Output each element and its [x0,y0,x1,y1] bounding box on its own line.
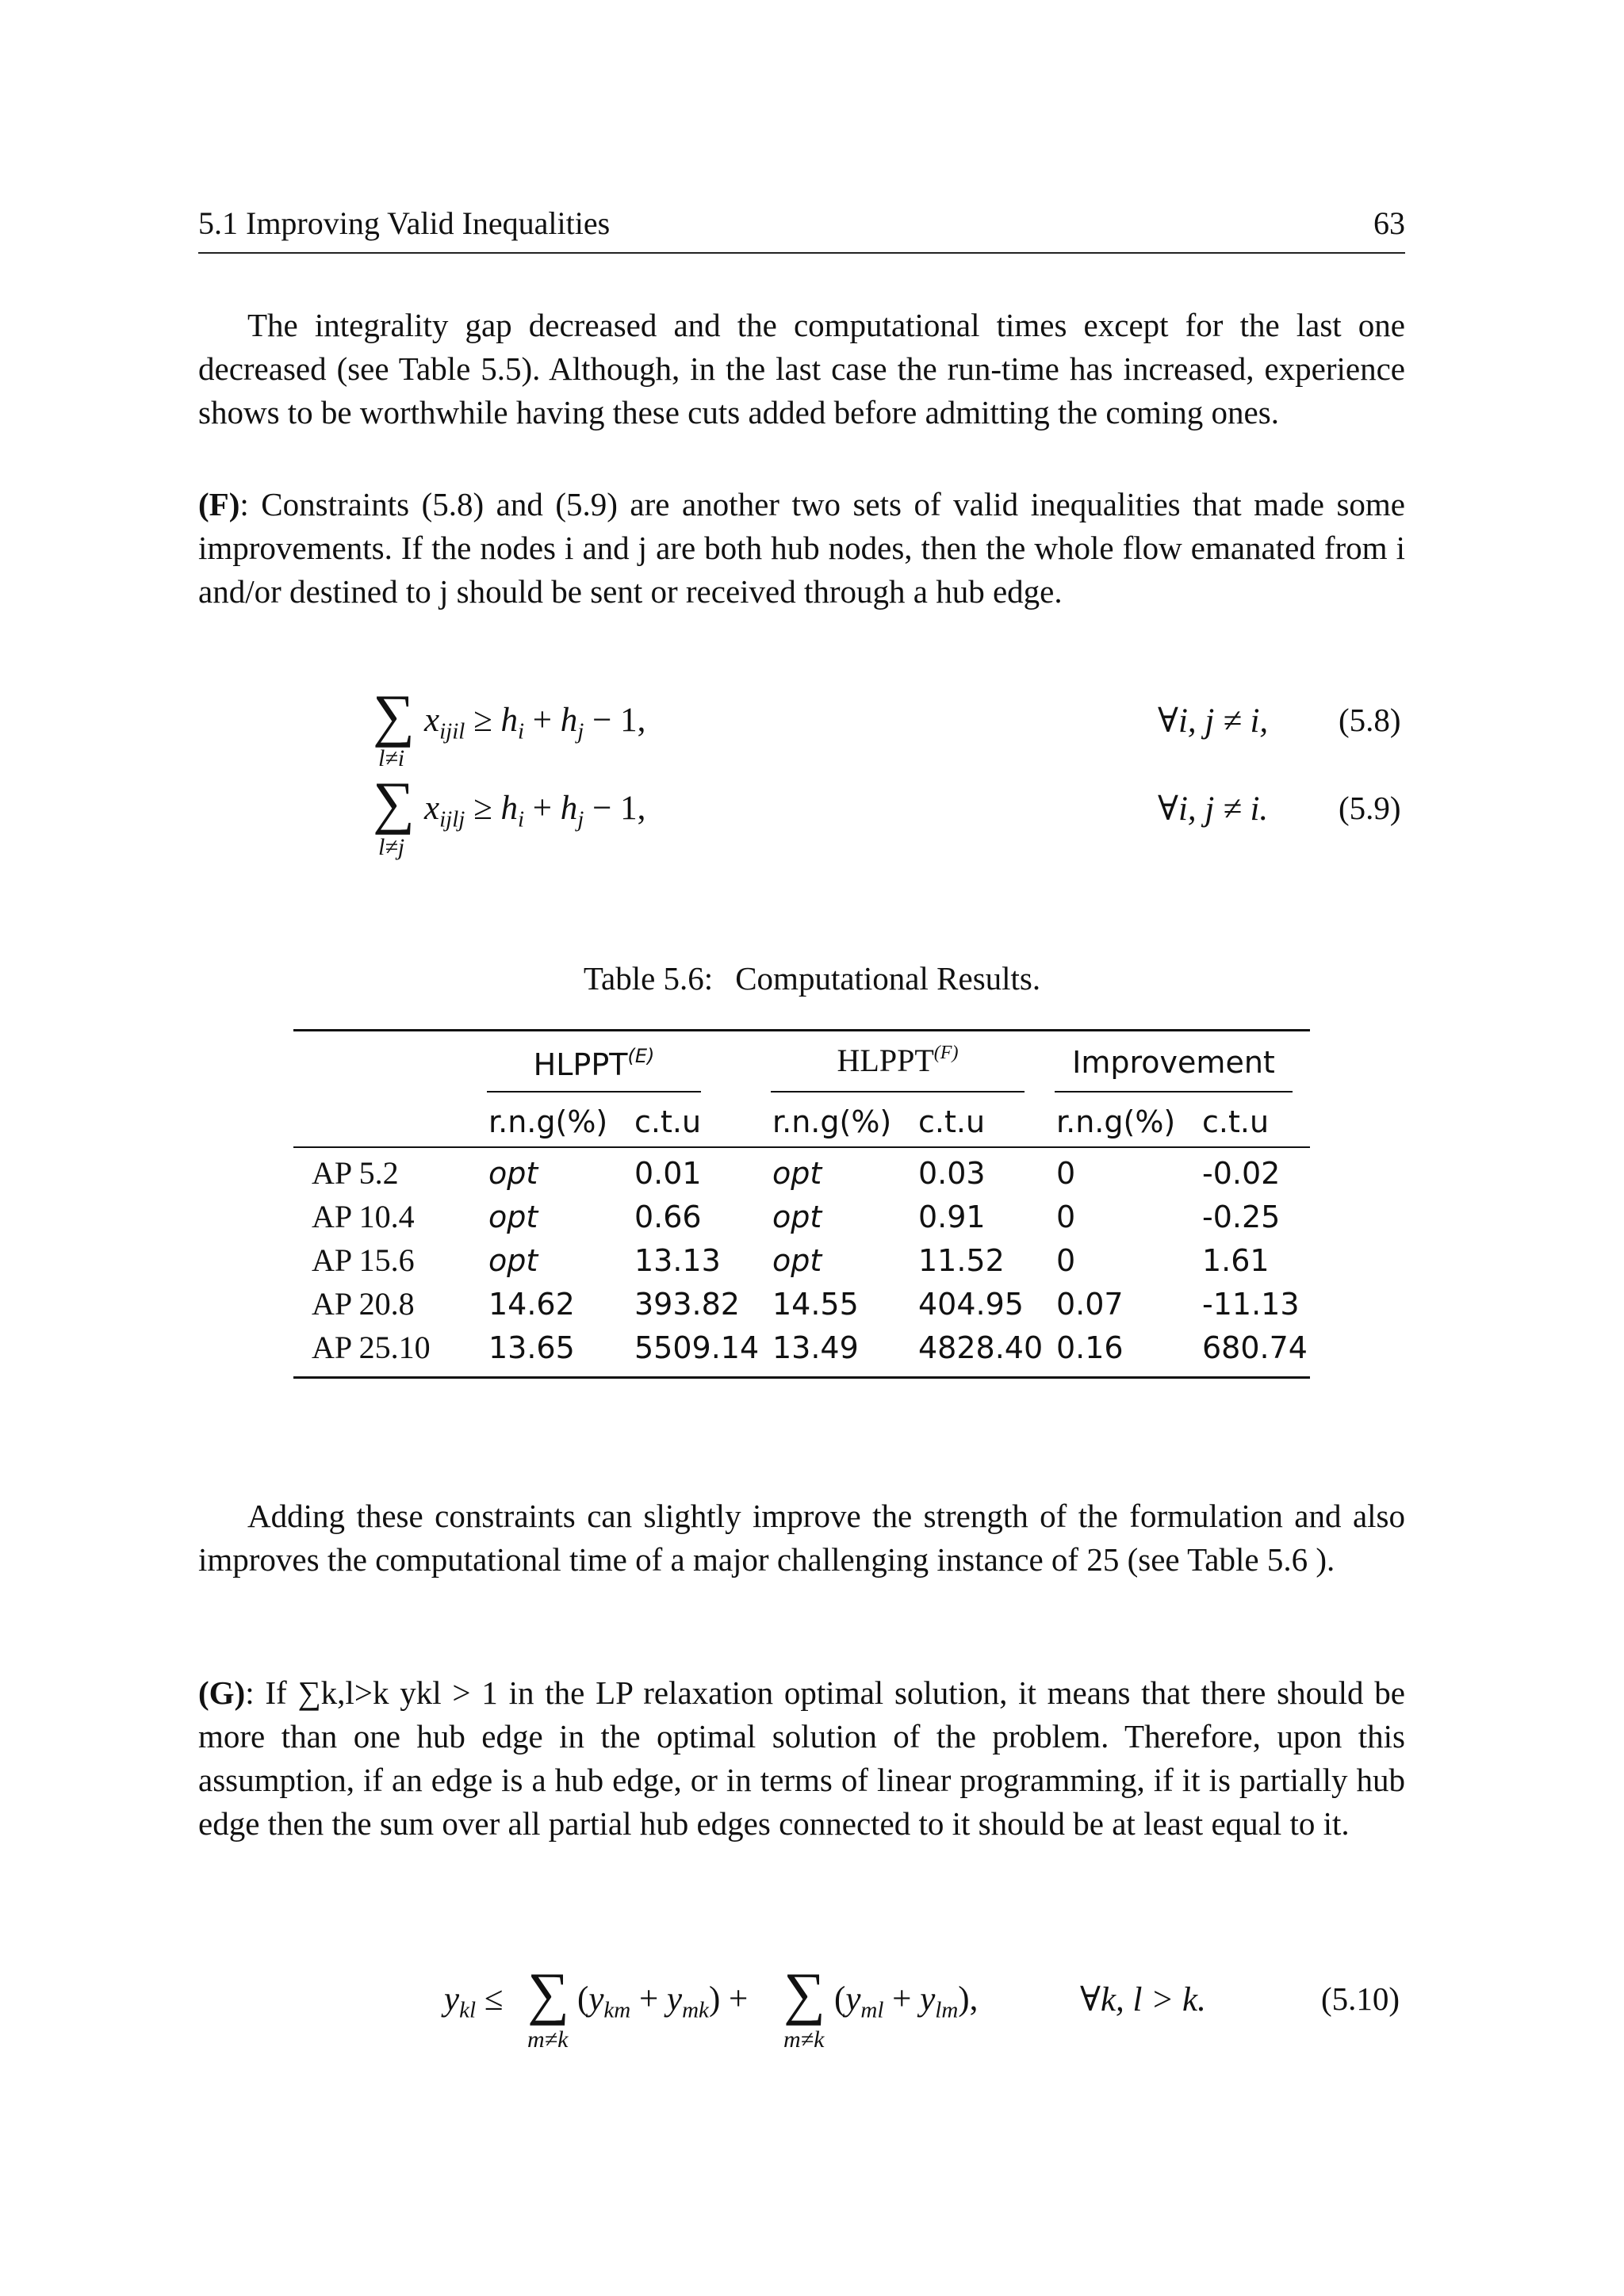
equation-condition: ∀i, j ≠ i. [1158,790,1269,828]
equation-number: (5.9) [1339,790,1401,826]
group-header-hlppt-e: $HLPPT^{(E)}$ [533,1045,655,1082]
group-header-improvement: Improvement [1072,1045,1275,1080]
equation-number: (5.10) [1321,1980,1400,2017]
group-rule-e [487,1091,701,1093]
paragraph-2 [198,483,1405,614]
paragraph-1: The integrality gap decreased and the computational times except for the last one decreased (see Table 5.5). Although, in the last case the run-time has increased, experience shows to be worthwhile having these cuts added before admitting the coming ones. [198,307,1405,430]
sum-symbol: ∑ [527,1961,569,2026]
sum-symbol: ∑ [373,683,415,748]
table-bottom-rule [293,1376,1310,1379]
paragraph-2-text: : Constraints (5.8) and (5.9) are another two sets of valid inequalities that made some improvements. If the nodes i and j are both hub nodes, then the whole flow emanated from i and/or destined to j should be sent or received through a hub edge. [198,486,1405,610]
subheader-f-rng: r.n.g(%) [772,1104,892,1139]
subheader-f-ctu: c.t.u [918,1104,986,1139]
table-top-rule [293,1029,1310,1031]
equation-body: $x_{ijlj} \ge h_i + h_j - 1$, [424,790,646,832]
group-rule-f [771,1091,1025,1093]
equation-body: $x_{ijil} \ge h_i + h_j - 1$, [424,702,646,744]
sum-index: m≠k [527,2026,569,2053]
paragraph-4-text: be more than one hub edge in the optimal solution of the problem. Therefore, upon this assumption, if an edge is a hub edge, or in terms of linear programming, if it is partially hub edge then the sum over all partial hub edges connected to it should be at least equal to it. [198,1674,1405,1842]
page-number: 63 [1373,205,1405,241]
table-caption [0,959,1624,997]
label-f: (F) [198,486,240,522]
sum-symbol: ∑ [783,1961,825,2026]
sum-symbol: ∑ [373,771,415,836]
sum-index: m≠k [783,2026,825,2053]
group-header-hlppt-f: $HLPPT^{(F)}$ [837,1043,959,1078]
table-mid-rule [293,1146,1310,1148]
equation-term-2: $(y_{ml} + y_{lm})$, [834,1980,979,2023]
subheader-imp-rng: r.n.g(%) [1056,1104,1176,1139]
equation-lhs: $y_{kl}$ ≤ [444,1980,504,2023]
caption-text: Computational Results. [735,960,1041,997]
equation-term-1: $(y_{km} + y_{mk})$ + [577,1980,749,2023]
paragraph-4-first-line: : If ∑k,l>k ykl > 1 in the LP relaxation optimal solution, it means that there should [245,1674,1364,1711]
running-header [198,205,1405,254]
equation-condition: ∀i, j ≠ i, [1158,702,1269,740]
subheader-imp-ctu: c.t.u [1202,1104,1270,1139]
subheader-e-rng: r.n.g(%) [488,1104,608,1139]
equation-number: (5.8) [1339,702,1401,738]
subheader-e-ctu: c.t.u [634,1104,702,1139]
equation-condition: ∀k, l > k. [1080,1981,1206,2019]
paragraph-4 [198,1671,1405,1846]
label-g: (G) [198,1674,246,1711]
sum-index: l≠j [378,834,405,860]
section-title: 5.1 Improving Valid Inequalities [198,205,611,241]
paragraph-3: Adding these constraints can slightly improve the strength of the formulation and also improves the computational time of a major challenging instance of 25 (see Table 5.6 ). [198,1498,1405,1578]
group-rule-improvement [1055,1091,1293,1093]
sum-index: l≠i [378,745,405,771]
caption-label: Table 5.6: [583,960,714,997]
